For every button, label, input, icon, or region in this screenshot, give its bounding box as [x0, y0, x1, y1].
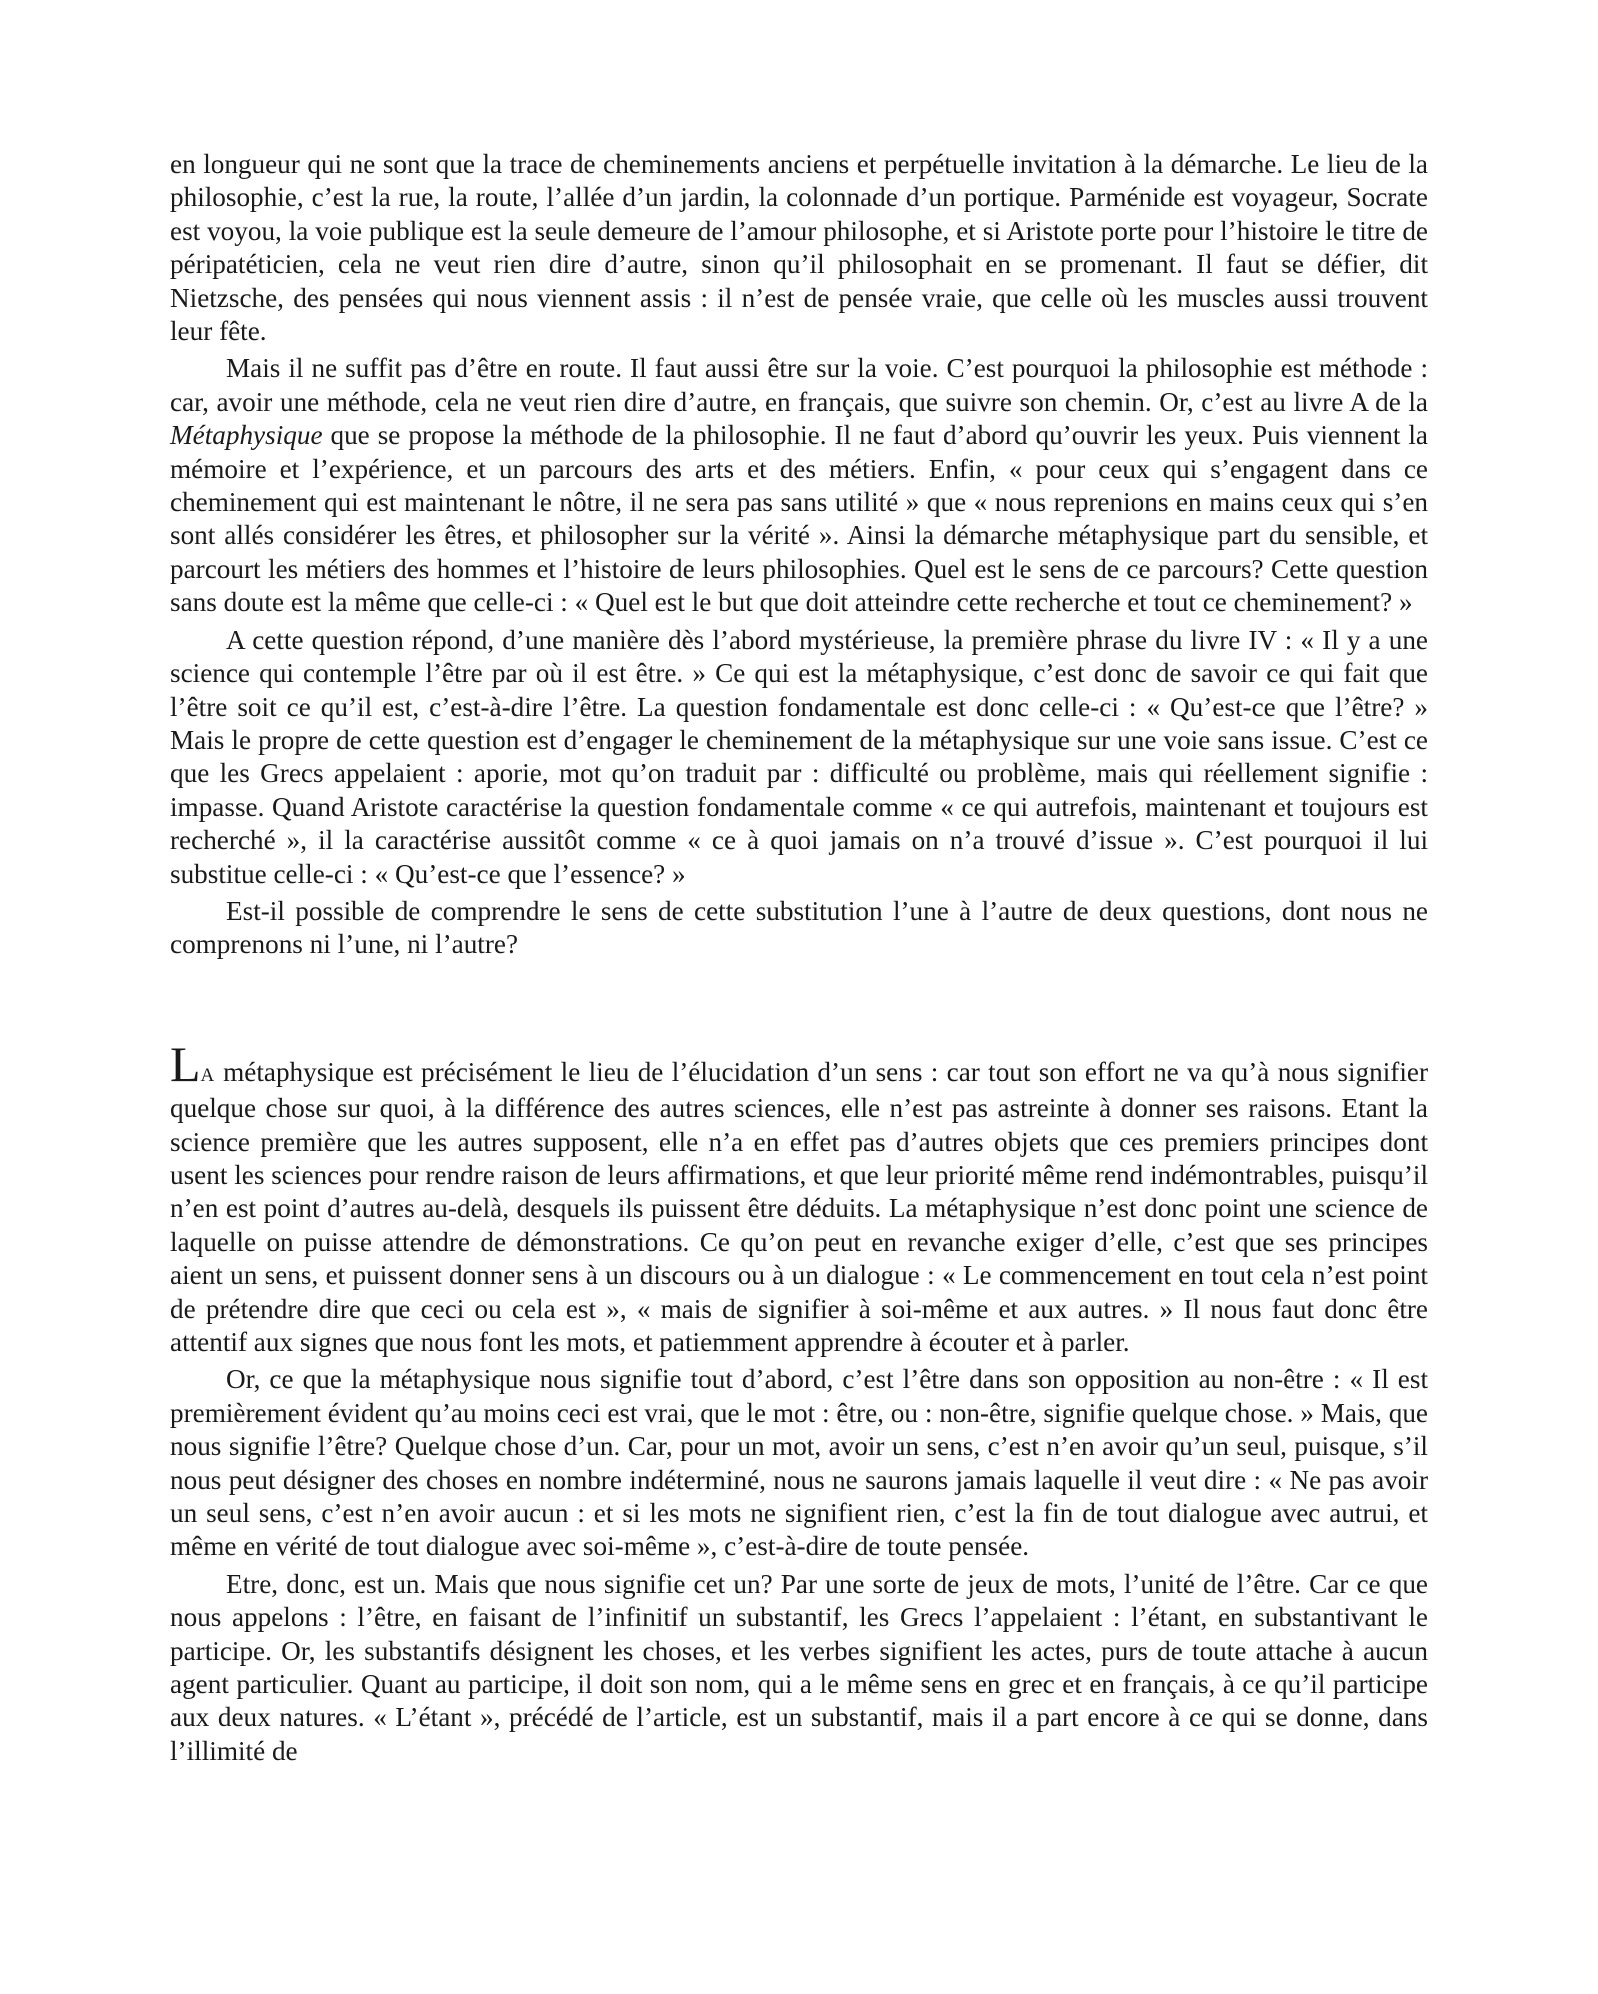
- section-2: [170, 1035, 1428, 1769]
- paragraph-text: métaphysique est précisément le lieu de l’élucidation d’un sens : car tout son effort ne va qu’à nous signifier quelque chose sur quoi, à la différence des autres sciences, elle n’est pas astreinte à donner ses raisons. Etant la science première que les autres supposent, elle n’a en effet pas d’autres objets que ces premiers principes dont usent les sciences pour rendre raison de leurs affirmations, et que leur priorité même rend indémontrables, puisqu’il n’en est point d’autres au-delà, desquels ils puissent être déduits. La métaphysique n’est donc point une science de laquelle on puisse attendre de démonstrations. Ce qu’on peut en revanche exiger d’elle, c’est que ses principes aient un sens, et puissent donner sens à un discours ou à un dialogue : « Le commencement en tout cela n’est point de prétendre dire que ceci ou cela est », « mais de signifier à soi-même et aux autres. » Il nous faut donc être attentif aux signes que nous font les mots, et patiemment apprendre à écouter et à parler.: [170, 1056, 1428, 1357]
- drop-cap: L: [170, 1035, 201, 1092]
- page-body: [170, 148, 1428, 1772]
- paragraph: A cette question répond, d’une manière dès l’abord mystérieuse, la première phrase du livre IV : « Il y a une science qui contemple l’être par où il est être. » Ce qui est la métaphysique, c’est donc de savoir ce qui fait que l’être soit ce qu’il est, c’est-à-dire l’être. La question fondamentale est donc celle-ci : « Qu’est-ce que l’être? » Mais le propre de cette question est d’engager le cheminement de la métaphysique sur une voie sans issue. C’est ce que les Grecs appelaient : aporie, mot qu’on traduit par : difficulté ou problème, mais qui réellement signifie : impasse. Quand Aristote caractérise la question fondamentale comme « ce qui autrefois, maintenant et toujours est recherché », il la caractérise aussitôt comme « ce à quoi jamais on n’a trouvé d’issue ». C’est pourquoi il lui substitue celle-ci : « Qu’est-ce que l’essence? »: [170, 624, 1428, 889]
- paragraph: Or, ce que la métaphysique nous signifie tout d’abord, c’est l’être dans son opposition au non-être : « Il est premièrement évident qu’au moins ceci est vrai, que le mot : être, ou : non-être, signifie quelque chose. » Mais, que nous signifie l’être? Quelque chose d’un. Car, pour un mot, avoir un sens, c’est n’en avoir qu’un seul, puisque, s’il nous peut désigner des choses en nombre indéterminé, nous ne saurons jamais laquelle il veut dire : « Ne pas avoir un seul sens, c’est n’en avoir aucun : et si les mots ne signifient rien, c’est la fin de tout dialogue avec autrui, et même en vérité de tout dialogue avec soi-même », c’est-à-dire de toute pensée.: [170, 1364, 1428, 1562]
- paragraph: Etre, donc, est un. Mais que nous signifie cet un? Par une sorte de jeux de mots, l’unité de l’être. Car ce que nous appelons : l’être, en faisant de l’infinitif un substantif, les Grecs l’appelaient : l’étant, en substantivant le participe. Or, les substantifs désignent les choses, et les verbes signifient les actes, purs de toute attache à aucun agent particulier. Quant au participe, il doit son nom, qui a le même sens en grec et en français, à ce qu’il participe aux deux natures. « L’étant », précédé de l’article, est un substantif, mais il a part encore à ce qui se donne, dans l’illimité de: [170, 1568, 1428, 1766]
- paragraph-text: Mais il ne suffit pas d’être en route. Il faut aussi être sur la voie. C’est pourquoi la philosophie est méthode : car, avoir une méthode, cela ne veut rien dire d’autre, en français, que suivre son chemin. Or, c’est au livre A de la: [170, 353, 1428, 417]
- paragraph: [170, 1035, 1428, 1360]
- section-1: [170, 148, 1428, 962]
- italic-title: Métaphysique: [170, 420, 323, 451]
- paragraph: en longueur qui ne sont que la trace de cheminements anciens et perpétuelle invitation à la démarche. Le lieu de la philosophie, c’est la rue, la route, l’allée d’un jardin, la colonnade d’un portique. Parménide est voyageur, Socrate est voyou, la voie publique est la seule demeure de l’amour philosophe, et si Aristote porte pour l’histoire le titre de péripatéticien, cela ne veut rien dire d’autre, sinon qu’il philosophait en se promenant. Il faut se défier, dit Nietzsche, des pensées qui nous viennent assis : il n’est de pensée vraie, que celle où les muscles aussi trouvent leur fête.: [170, 149, 1428, 347]
- paragraph-text: que se propose la méthode de la philosophie. Il ne faut d’abord qu’ouvrir les yeux. Puis viennent la mémoire et l’expérience, et un parcours des arts et des métiers. Enfin, « pour ceux qui s’engagent dans ce cheminement qui est maintenant le nôtre, il ne sera pas sans utilité » que « nous reprenions en mains ceux qui s’en sont allés considérer les êtres, et philosopher sur la vérité ». Ainsi la démarche métaphysique part du sensible, et parcourt les métiers des hommes et l’histoire de leurs philosophies. Quel est le sens de ce parcours? Cette question sans doute est la même que celle-ci : « Quel est le but que doit atteindre cette recherche et tout ce cheminement? »: [170, 420, 1428, 618]
- paragraph: Est-il possible de comprendre le sens de cette substitution l’une à l’autre de deux questions, dont nous ne comprenons ni l’une, ni l’autre?: [170, 895, 1428, 960]
- small-caps: A: [200, 1064, 215, 1086]
- paragraph: [170, 352, 1428, 619]
